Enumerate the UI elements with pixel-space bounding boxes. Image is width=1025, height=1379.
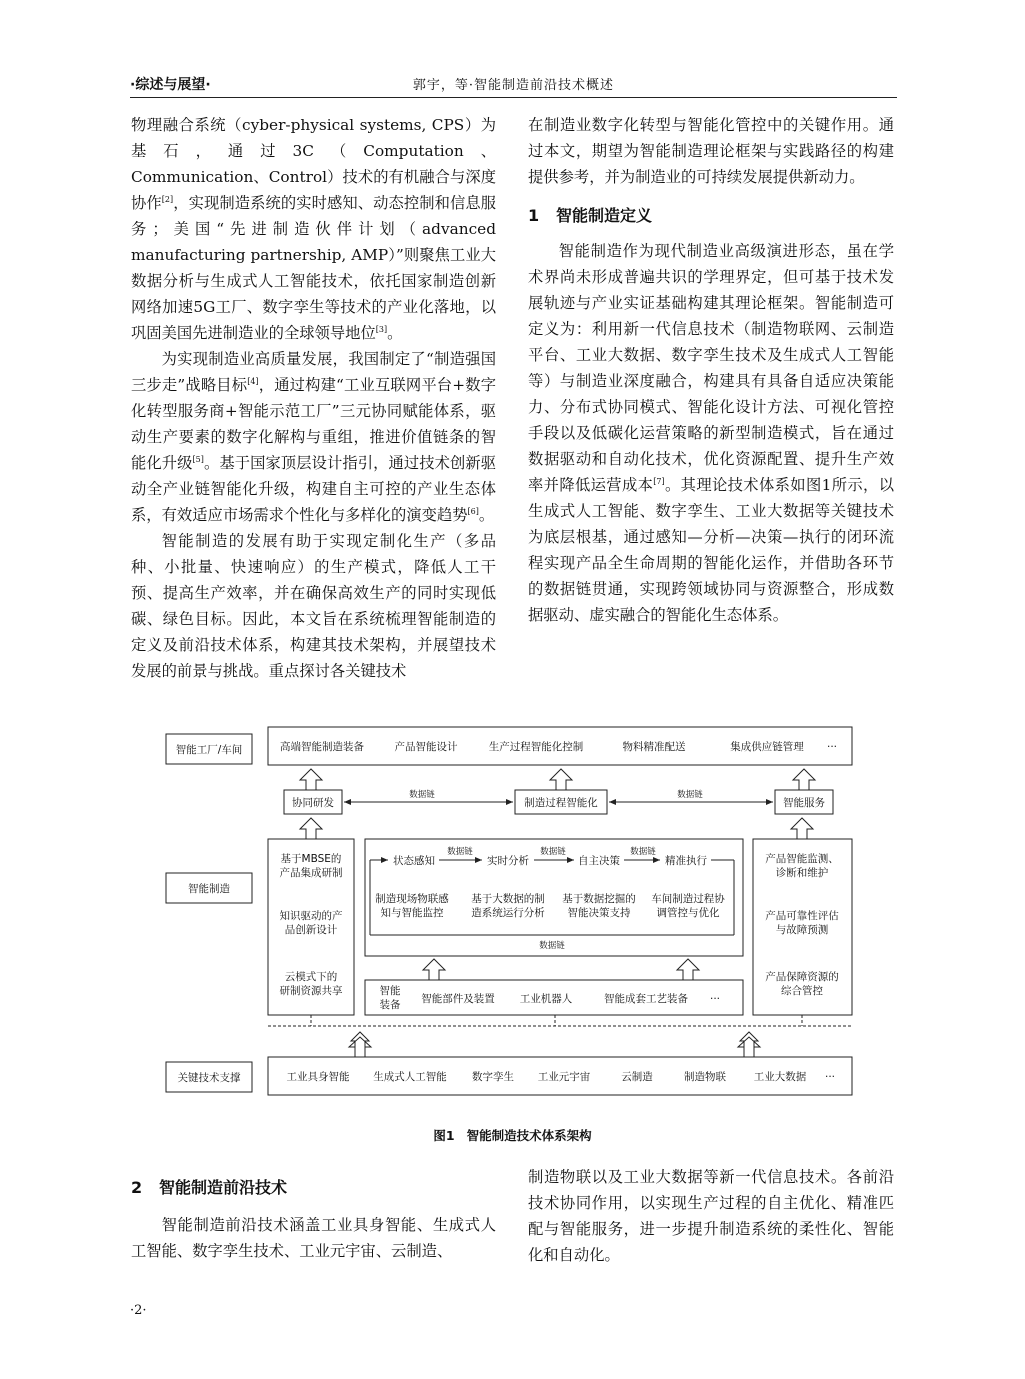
architecture-diagram — [162, 723, 862, 1103]
row-label-im: 智能制造 — [188, 883, 230, 895]
mid-item: 造系统运行分析 — [471, 907, 545, 919]
paragraph: 物理融合系统（cyber-physical systems, CPS）为基石，通过3C（Computation、Communication、Control）技术的有机融合与深度协作[2]，实现制造系统的实时感知、动态控制和信息服务；美国“先进制造伙伴计划（advanced manufacturing partnership, AMP）”则聚焦工业大数据分析与生成式人工智能技术，依托国家制造创新网络加速5G工厂、数字孪生等技术的产业化落地，以巩固美国先进制造业的全球领导地位[3]。 — [131, 116, 496, 342]
section-heading: 1 智能制造定义 — [528, 206, 653, 225]
tech-item: 工业元宇宙 — [537, 1071, 591, 1083]
equip-item: 智能 — [379, 985, 401, 997]
right-item: 产品可靠性评估 — [765, 910, 839, 922]
page-number: ·2· — [130, 1303, 147, 1318]
equip-item: 智能部件及装置 — [421, 993, 495, 1005]
left-item: 知识驱动的产 — [279, 910, 343, 922]
paragraph: 制造物联以及工业大数据等新一代信息技术。各前沿技术协同作用，以实现生产过程的自主优化、精准匹配与智能服务，进一步提升制造系统的柔性化、智能化和自动化。 — [528, 1168, 894, 1264]
collab-box: 协同研发 — [292, 797, 334, 809]
factory-item: 高端智能制造装备 — [280, 741, 364, 753]
datalink-label: 数据链 — [677, 790, 703, 800]
mid-item: 制造现场物联感 — [375, 893, 449, 905]
mid-item: 车间制造过程协 — [651, 893, 725, 905]
left-item: 产品集成研制 — [279, 867, 343, 879]
right-item: 与故障预测 — [775, 924, 829, 936]
loop-step: 自主决策 — [578, 855, 620, 867]
datalink-label: 数据链 — [539, 941, 565, 951]
mid-item: 知与智能监控 — [380, 907, 444, 919]
loop-step: 精准执行 — [665, 855, 707, 867]
loop-step: 状态感知 — [393, 855, 435, 867]
mid-item: 基于大数据的制 — [471, 893, 545, 905]
factory-item: ··· — [826, 741, 838, 753]
running-header — [130, 74, 897, 96]
datalink-label: 数据链 — [540, 847, 566, 857]
paragraph: 为实现制造业高质量发展，我国制定了“制造强国三步走”战略目标[4]，通过构建“工业互联网平台+数字化转型服务商+智能示范工厂”三元协同赋能体系，驱动生产要素的数字化解构与重组，推进价值链条的智能化升级[5]。基于国家顶层设计指引，通过技术创新驱动全产业链智能化升级，构建自主可控的产业生态体系，有效适应市场需求个性化与多样化的演变趋势[6]。 — [131, 350, 496, 524]
datalink-label: 数据链 — [447, 847, 473, 857]
right-item: 诊断和维护 — [775, 867, 829, 879]
equip-item: 智能成套工艺装备 — [604, 993, 688, 1005]
tech-item: ··· — [824, 1071, 836, 1083]
left-item: 基于MBSE的 — [280, 853, 342, 865]
section-label: ·综述与展望· — [130, 77, 211, 93]
left-item: 研制资源共享 — [279, 985, 343, 997]
mid-item: 智能决策支持 — [567, 907, 631, 919]
right-item: 产品智能监测、 — [765, 853, 839, 865]
citation[interactable]: [2] — [161, 195, 174, 204]
paragraph: 智能制造的发展有助于实现定制化生产（多品种、小批量、快速响应）的生产模式，降低人工干预、提高生产效率，并在确保高效生产的同时实现低碳、绿色目标。因此，本文旨在系统梳理智能制造的定义及前沿技术体系，构建其技术架构，并展望技术发展的前景与挑战。重点探讨各关键技术 — [131, 532, 496, 680]
factory-item: 生产过程智能化控制 — [488, 741, 584, 753]
column-left-bottom — [131, 1176, 496, 1264]
factory-item: 物料精准配送 — [622, 741, 686, 753]
column-right-top — [528, 112, 894, 628]
equip-item: ··· — [709, 993, 721, 1005]
tech-item: 制造物联 — [684, 1071, 726, 1083]
citation[interactable]: [7] — [653, 477, 665, 486]
tech-item: 工业大数据 — [753, 1071, 807, 1083]
figure-architecture — [162, 723, 862, 1103]
running-title: 郭宇，等·智能制造前沿技术概述 — [412, 78, 615, 93]
tech-item: 工业具身智能 — [286, 1071, 350, 1083]
left-item: 云模式下的 — [284, 971, 338, 983]
citation[interactable]: [4] — [247, 377, 259, 386]
row-label-tech: 关键技术支撑 — [177, 1072, 241, 1084]
paragraph: 智能制造作为现代制造业高级演进形态，虽在学术界尚未形成普遍共识的学理界定，但可基于技术发展轨迹与产业实证基础构建其理论框架。智能制造可定义为：利用新一代信息技术（制造物联网、云制造平台、工业大数据、数字孪生技术及生成式人工智能等）与制造业深度融合，构建具有具备自适应决策能力、分布式协同模式、智能化设计方法、可视化管控手段以及低碳化运营策略的新型制造模式，旨在通过数据驱动和自动化技术，优化资源配置、提升生产效率并降低运营成本[7]。其理论技术体系如图1所示，以生成式人工智能、数字孪生、工业大数据等关键技术为底层根基，通过感知—分析—决策—执行的闭环流程实现产品全生命周期的智能化运作，并借助各环节的数据链贯通，实现跨领域协同与资源整合，形成数据驱动、虚实融合的智能化生态体系。 — [528, 242, 894, 624]
mid-item: 调管控与优化 — [656, 907, 720, 919]
datalink-label: 数据链 — [409, 790, 435, 800]
citation[interactable]: [3] — [375, 325, 388, 334]
left-item: 品创新设计 — [284, 924, 338, 936]
column-right-bottom — [528, 1164, 894, 1268]
section-heading: 2 智能制造前沿技术 — [131, 1178, 288, 1197]
paragraph: 在制造业数字化转型与智能化管控中的关键作用。通过本文，期望为智能制造理论框架与实践路径的构建提供参考，并为制造业的可持续发展提供新动力。 — [528, 116, 894, 186]
header-rule — [130, 97, 897, 98]
row-label-factory: 智能工厂/车间 — [175, 744, 243, 756]
figure-caption: 图1 智能制造技术体系架构 — [433, 1128, 592, 1143]
column-left-top — [131, 112, 496, 684]
mid-item: 基于数据挖掘的 — [562, 893, 636, 905]
service-box: 智能服务 — [783, 797, 825, 809]
right-item: 产品保障资源的 — [765, 971, 839, 983]
loop-step: 实时分析 — [487, 855, 529, 867]
paragraph: 智能制造前沿技术涵盖工业具身智能、生成式人工智能、数字孪生技术、工业元宇宙、云制造、 — [131, 1216, 496, 1260]
equip-item: 装备 — [379, 999, 401, 1011]
factory-item: 产品智能设计 — [394, 741, 458, 753]
right-item: 综合管控 — [781, 985, 823, 997]
factory-item: 集成供应链管理 — [730, 741, 804, 753]
equip-item: 工业机器人 — [519, 993, 573, 1005]
datalink-label: 数据链 — [630, 847, 656, 857]
process-box: 制造过程智能化 — [524, 797, 598, 809]
citation[interactable]: [5] — [192, 455, 204, 464]
tech-item: 生成式人工智能 — [373, 1071, 447, 1083]
tech-item: 数字孪生 — [472, 1071, 514, 1083]
citation[interactable]: [6] — [467, 507, 479, 516]
tech-item: 云制造 — [621, 1071, 653, 1083]
